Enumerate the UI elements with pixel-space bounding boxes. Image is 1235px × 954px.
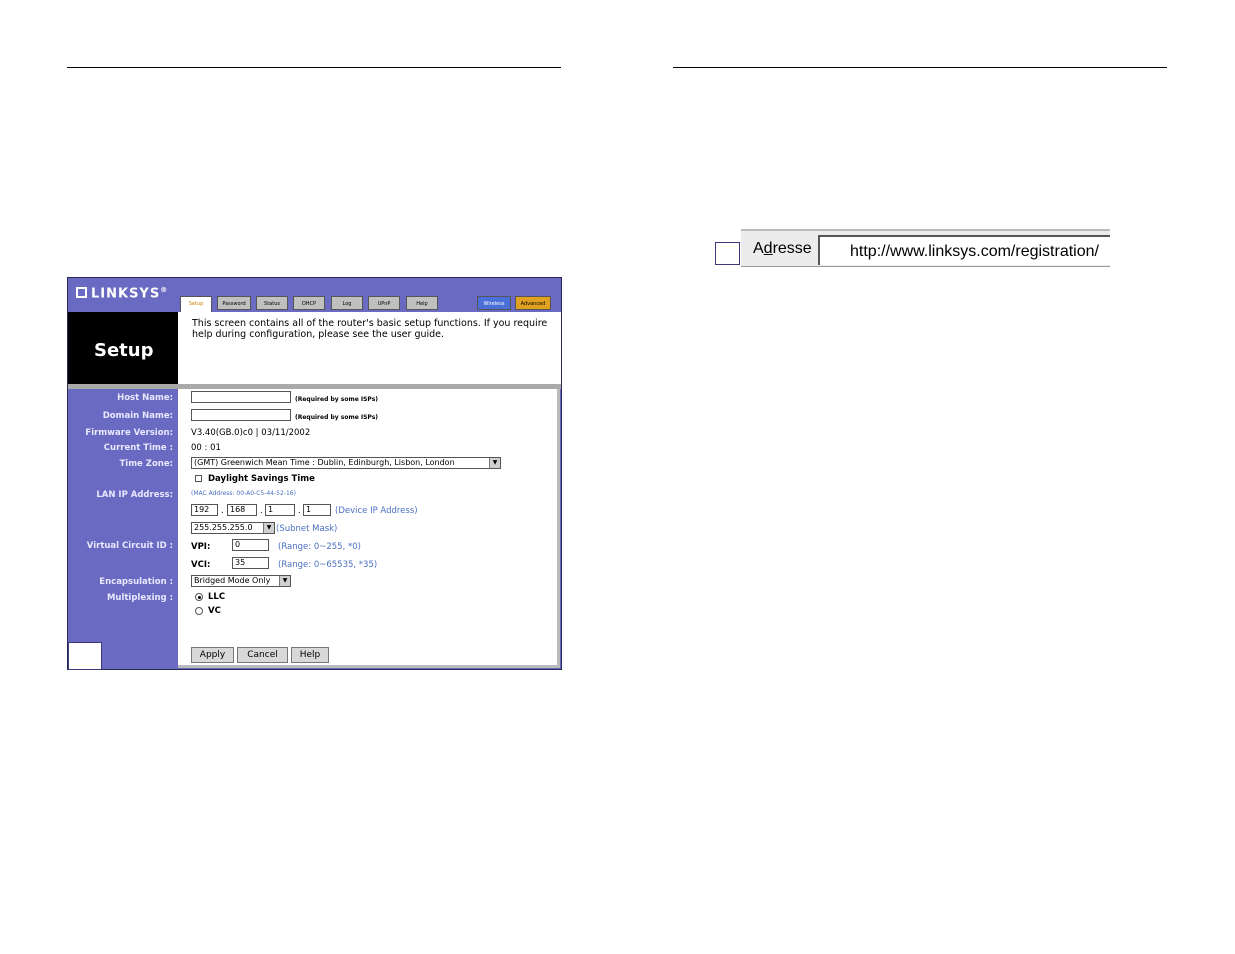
tab-help[interactable]: Help bbox=[406, 296, 438, 310]
vc-radio[interactable] bbox=[195, 607, 203, 615]
tab-log[interactable]: Log bbox=[331, 296, 363, 310]
help-button[interactable]: Help bbox=[291, 647, 329, 663]
trademark-mark: ® bbox=[160, 286, 169, 294]
router-setup-screenshot bbox=[67, 277, 562, 670]
time-zone-select[interactable] bbox=[191, 457, 501, 469]
vci-range-hint: (Range: 0~65535, *35) bbox=[278, 560, 378, 570]
tab-status[interactable]: Status bbox=[256, 296, 288, 310]
linksys-logo bbox=[76, 286, 168, 301]
llc-radio[interactable] bbox=[195, 593, 203, 601]
vpi-label: VPI: bbox=[191, 542, 211, 552]
mac-address-hint: (MAC Address: 00-A0-C5-44-52-16) bbox=[191, 490, 296, 497]
setup-form bbox=[178, 389, 560, 668]
subnet-mask-select[interactable] bbox=[191, 522, 275, 534]
url-text: http://www.linksys.com/registration/ bbox=[850, 243, 1099, 260]
host-name-input[interactable] bbox=[191, 391, 291, 403]
domain-name-label: Domain Name: bbox=[102, 411, 173, 421]
subnet-mask-hint: (Subnet Mask) bbox=[276, 524, 338, 534]
top-rule-right bbox=[673, 67, 1167, 68]
encapsulation-select[interactable] bbox=[191, 575, 291, 587]
tab-dhcp[interactable]: DHCP bbox=[293, 296, 325, 310]
vci-label: VCI: bbox=[191, 560, 211, 570]
firmware-version-label: Firmware Version: bbox=[85, 428, 173, 438]
tab-upnp[interactable]: UPnP bbox=[368, 296, 400, 310]
tab-advanced[interactable]: Advanced bbox=[515, 296, 551, 310]
chevron-down-icon: ▼ bbox=[489, 458, 500, 468]
current-time-label: Current Time : bbox=[103, 443, 173, 453]
host-name-label: Host Name: bbox=[117, 393, 173, 403]
browser-address-bar bbox=[741, 229, 1110, 267]
time-zone-label: Time Zone: bbox=[119, 459, 173, 469]
ip-separator: . bbox=[221, 506, 224, 516]
chevron-down-icon: ▼ bbox=[263, 523, 274, 533]
vci-input[interactable]: 35 bbox=[232, 557, 269, 569]
time-zone-selected: (GMT) Greenwich Mean Time : Dublin, Edinburgh, Lisbon, London bbox=[194, 458, 455, 467]
callout-box-small bbox=[715, 242, 740, 265]
subnet-mask-selected: 255.255.255.0 bbox=[194, 523, 253, 532]
host-name-hint: (Required by some ISPs) bbox=[295, 396, 379, 403]
callout-box bbox=[68, 642, 102, 670]
encapsulation-label: Encapsulation : bbox=[99, 577, 173, 587]
firmware-version-value: V3.40(GB.0)c0 | 03/11/2002 bbox=[191, 428, 311, 438]
device-ip-hint: (Device IP Address) bbox=[335, 506, 418, 516]
linksys-logo-icon bbox=[76, 287, 87, 298]
ip-octet-4-input[interactable]: 1 bbox=[303, 504, 331, 516]
tab-password[interactable]: Password bbox=[217, 296, 251, 310]
description-text: This screen contains all of the router's basic setup functions. If you require help during configuration, please see the user guide. bbox=[192, 318, 548, 340]
daylight-savings-label: Daylight Savings Time bbox=[208, 474, 315, 484]
daylight-savings-checkbox[interactable] bbox=[195, 475, 202, 482]
address-label-accesskey: d bbox=[763, 240, 773, 257]
domain-name-hint: (Required by some ISPs) bbox=[295, 414, 379, 421]
ip-octet-2-input[interactable]: 168 bbox=[227, 504, 257, 516]
encapsulation-selected: Bridged Mode Only bbox=[194, 576, 271, 585]
page-title: Setup bbox=[94, 340, 154, 361]
description-panel bbox=[178, 312, 561, 384]
current-time-value: 00 : 01 bbox=[191, 443, 221, 453]
address-label-part: resse bbox=[772, 240, 812, 257]
cancel-button[interactable]: Cancel bbox=[237, 647, 288, 663]
tab-wireless[interactable]: Wireless bbox=[477, 296, 511, 310]
domain-name-input[interactable] bbox=[191, 409, 291, 421]
ip-octet-3-input[interactable]: 1 bbox=[265, 504, 295, 516]
tab-setup[interactable]: Setup bbox=[180, 296, 212, 312]
ip-separator: . bbox=[298, 506, 301, 516]
apply-button[interactable]: Apply bbox=[191, 647, 234, 663]
chevron-down-icon: ▼ bbox=[279, 576, 290, 586]
lan-ip-label: LAN IP Address: bbox=[96, 490, 173, 500]
vpi-range-hint: (Range: 0~255, *0) bbox=[278, 542, 361, 552]
vc-label: VC bbox=[208, 606, 221, 616]
llc-label: LLC bbox=[208, 592, 226, 602]
ip-octet-1-input[interactable]: 192 bbox=[191, 504, 218, 516]
address-label bbox=[753, 240, 812, 258]
url-input[interactable] bbox=[818, 235, 1110, 265]
address-label-part: A bbox=[753, 240, 764, 257]
ip-separator: . bbox=[260, 506, 263, 516]
brand-text: LINKSYS bbox=[91, 286, 161, 302]
multiplexing-label: Multiplexing : bbox=[106, 593, 173, 603]
virtual-circuit-id-label: Virtual Circuit ID : bbox=[86, 541, 173, 551]
top-rule-left bbox=[67, 67, 561, 68]
vpi-input[interactable]: 0 bbox=[232, 539, 269, 551]
